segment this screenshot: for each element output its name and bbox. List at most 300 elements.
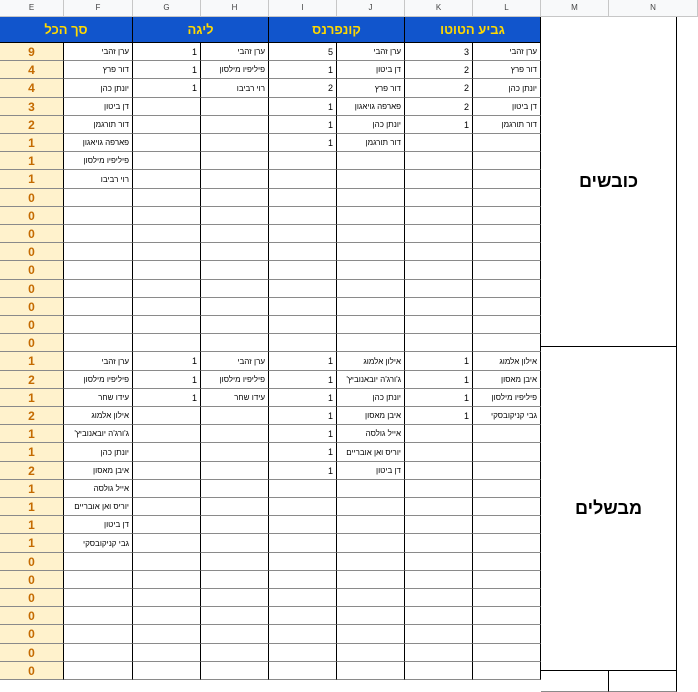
league-name-cell[interactable] [201,225,269,243]
total-cell[interactable]: 2 [0,407,64,425]
total-name-cell[interactable]: פיליפיו מילסון [64,371,133,389]
conference-count-cell[interactable] [269,534,337,553]
total-name-cell[interactable]: דן ביטון [64,516,133,534]
total-cell[interactable]: 0 [0,607,64,625]
toto-count-cell[interactable]: 1 [405,116,473,134]
total-cell[interactable]: 2 [0,462,64,480]
total-cell[interactable]: 0 [0,298,64,316]
league-name-cell[interactable] [201,498,269,516]
total-cell[interactable]: 0 [0,189,64,207]
league-count-cell[interactable] [133,625,201,644]
league-name-cell[interactable]: פיליפיו מילסון [201,61,269,79]
conference-name-cell[interactable] [337,553,405,571]
league-name-cell[interactable] [201,134,269,152]
column-header-h[interactable]: H [201,0,269,17]
toto-name-cell[interactable] [473,207,541,225]
toto-count-cell[interactable] [405,443,473,462]
column-header-k[interactable]: K [405,0,473,17]
toto-name-cell[interactable] [473,152,541,170]
league-count-cell[interactable] [133,243,201,261]
header-total[interactable]: סך הכל [0,17,133,43]
total-cell[interactable]: 1 [0,134,64,152]
toto-count-cell[interactable] [405,243,473,261]
toto-name-cell[interactable] [473,462,541,480]
column-header-i[interactable]: I [269,0,337,17]
total-name-cell[interactable]: גבי קניקובסקי [64,534,133,553]
toto-name-cell[interactable] [473,516,541,534]
toto-count-cell[interactable]: 3 [405,43,473,61]
conference-name-cell[interactable]: יונתן כהן [337,116,405,134]
total-name-cell[interactable]: איבן מאסון [64,462,133,480]
league-name-cell[interactable] [201,280,269,298]
conference-name-cell[interactable] [337,316,405,334]
conference-count-cell[interactable]: 1 [269,389,337,407]
conference-name-cell[interactable]: דן ביטון [337,61,405,79]
conference-count-cell[interactable] [269,280,337,298]
conference-name-cell[interactable]: דור פרץ [337,79,405,98]
total-name-cell[interactable] [64,607,133,625]
total-cell[interactable]: 0 [0,553,64,571]
league-count-cell[interactable] [133,480,201,498]
conference-name-cell[interactable] [337,207,405,225]
total-name-cell[interactable] [64,553,133,571]
toto-count-cell[interactable] [405,170,473,189]
total-cell[interactable]: 1 [0,389,64,407]
league-name-cell[interactable] [201,152,269,170]
total-name-cell[interactable] [64,571,133,589]
league-name-cell[interactable] [201,662,269,680]
toto-name-cell[interactable] [473,280,541,298]
league-count-cell[interactable]: 1 [133,43,201,61]
league-count-cell[interactable] [133,571,201,589]
toto-name-cell[interactable] [473,261,541,280]
league-count-cell[interactable] [133,553,201,571]
league-name-cell[interactable] [201,571,269,589]
total-cell[interactable]: 0 [0,589,64,607]
league-count-cell[interactable] [133,98,201,116]
conference-name-cell[interactable]: יוריס ואן אובריים [337,443,405,462]
total-name-cell[interactable] [64,298,133,316]
conference-count-cell[interactable]: 1 [269,462,337,480]
league-count-cell[interactable]: 1 [133,61,201,79]
conference-count-cell[interactable] [269,625,337,644]
conference-count-cell[interactable] [269,298,337,316]
toto-count-cell[interactable] [405,261,473,280]
conference-name-cell[interactable] [337,625,405,644]
total-cell[interactable]: 4 [0,61,64,79]
toto-name-cell[interactable] [473,607,541,625]
column-header-f[interactable]: F [64,0,133,17]
league-count-cell[interactable] [133,134,201,152]
toto-name-cell[interactable] [473,625,541,644]
league-name-cell[interactable] [201,261,269,280]
conference-count-cell[interactable]: 1 [269,116,337,134]
league-name-cell[interactable] [201,298,269,316]
header-conference[interactable]: קונפרנס [269,17,405,43]
conference-count-cell[interactable] [269,316,337,334]
total-cell[interactable]: 1 [0,425,64,443]
column-header-j[interactable]: J [337,0,405,17]
league-count-cell[interactable] [133,462,201,480]
league-name-cell[interactable]: פיליפיו מילסון [201,371,269,389]
league-name-cell[interactable] [201,316,269,334]
league-name-cell[interactable] [201,644,269,662]
conference-count-cell[interactable] [269,261,337,280]
toto-count-cell[interactable] [405,480,473,498]
total-name-cell[interactable] [64,280,133,298]
toto-count-cell[interactable] [405,498,473,516]
conference-count-cell[interactable] [269,498,337,516]
toto-name-cell[interactable] [473,243,541,261]
toto-name-cell[interactable] [473,498,541,516]
toto-count-cell[interactable] [405,589,473,607]
toto-name-cell[interactable] [473,553,541,571]
total-cell[interactable]: 0 [0,644,64,662]
league-name-cell[interactable] [201,243,269,261]
conference-name-cell[interactable] [337,480,405,498]
toto-name-cell[interactable] [473,534,541,553]
league-count-cell[interactable] [133,516,201,534]
total-name-cell[interactable]: ערן זהבי [64,43,133,61]
conference-name-cell[interactable] [337,280,405,298]
league-count-cell[interactable] [133,116,201,134]
toto-name-cell[interactable] [473,425,541,443]
league-name-cell[interactable] [201,407,269,425]
conference-name-cell[interactable]: אייל גולסה [337,425,405,443]
toto-count-cell[interactable] [405,189,473,207]
conference-name-cell[interactable]: ערן זהבי [337,43,405,61]
league-count-cell[interactable] [133,443,201,462]
total-name-cell[interactable]: ג'ורג'ה יובאנוביץ' [64,425,133,443]
total-name-cell[interactable] [64,625,133,644]
conference-count-cell[interactable]: 1 [269,425,337,443]
conference-count-cell[interactable]: 1 [269,371,337,389]
league-name-cell[interactable] [201,625,269,644]
conference-name-cell[interactable] [337,607,405,625]
league-count-cell[interactable] [133,189,201,207]
league-name-cell[interactable] [201,334,269,352]
total-cell[interactable]: 0 [0,571,64,589]
toto-name-cell[interactable]: ערן זהבי [473,43,541,61]
conference-count-cell[interactable] [269,334,337,352]
toto-count-cell[interactable] [405,644,473,662]
column-header-e[interactable]: E [0,0,64,17]
conference-count-cell[interactable] [269,225,337,243]
total-name-cell[interactable] [64,207,133,225]
toto-count-cell[interactable] [405,607,473,625]
total-name-cell[interactable] [64,189,133,207]
league-count-cell[interactable]: 1 [133,389,201,407]
total-cell[interactable]: 1 [0,443,64,462]
toto-name-cell[interactable]: דן ביטון [473,98,541,116]
league-name-cell[interactable] [201,207,269,225]
conference-count-cell[interactable] [269,152,337,170]
league-count-cell[interactable] [133,498,201,516]
toto-count-cell[interactable] [405,516,473,534]
league-count-cell[interactable] [133,298,201,316]
league-count-cell[interactable] [133,534,201,553]
total-cell[interactable]: 0 [0,261,64,280]
conference-name-cell[interactable] [337,516,405,534]
toto-name-cell[interactable] [473,170,541,189]
conference-name-cell[interactable]: פארפה גויאגון [337,98,405,116]
total-name-cell[interactable] [64,261,133,280]
toto-name-cell[interactable] [473,189,541,207]
conference-name-cell[interactable] [337,589,405,607]
section-label-cooks-text: מבשלים [574,498,643,518]
conference-count-cell[interactable]: 2 [269,79,337,98]
league-name-cell[interactable] [201,189,269,207]
total-name-cell[interactable] [64,225,133,243]
league-count-cell[interactable] [133,607,201,625]
total-cell[interactable]: 0 [0,280,64,298]
toto-count-cell[interactable] [405,462,473,480]
conference-count-cell[interactable] [269,589,337,607]
league-count-cell[interactable]: 1 [133,371,201,389]
total-cell[interactable]: 3 [0,98,64,116]
conference-name-cell[interactable]: דור תורגמן [337,134,405,152]
total-name-cell[interactable]: דור תורגמן [64,116,133,134]
total-cell[interactable]: 0 [0,243,64,261]
toto-count-cell[interactable] [405,152,473,170]
toto-name-cell[interactable]: דור תורגמן [473,116,541,134]
league-count-cell[interactable] [133,207,201,225]
conference-count-cell[interactable] [269,516,337,534]
total-name-cell[interactable] [64,334,133,352]
league-name-cell[interactable] [201,98,269,116]
toto-count-cell[interactable]: 2 [405,98,473,116]
conference-count-cell[interactable] [269,553,337,571]
conference-name-cell[interactable] [337,334,405,352]
toto-count-cell[interactable]: 2 [405,61,473,79]
league-count-cell[interactable] [133,225,201,243]
total-cell[interactable]: 1 [0,152,64,170]
league-count-cell[interactable] [133,589,201,607]
toto-name-cell[interactable] [473,134,541,152]
toto-count-cell[interactable] [405,553,473,571]
league-name-cell[interactable] [201,116,269,134]
total-name-cell[interactable]: פארפה גויאגון [64,134,133,152]
league-count-cell[interactable] [133,425,201,443]
total-name-cell[interactable] [64,589,133,607]
conference-name-cell[interactable]: דן ביטון [337,462,405,480]
toto-count-cell[interactable] [405,225,473,243]
league-name-cell[interactable]: ערן זהבי [201,352,269,371]
conference-count-cell[interactable]: 1 [269,352,337,371]
toto-name-cell[interactable] [473,316,541,334]
column-header-m[interactable]: M [541,0,609,17]
conference-count-cell[interactable]: 5 [269,43,337,61]
conference-count-cell[interactable]: 1 [269,61,337,79]
total-cell[interactable]: 2 [0,116,64,134]
league-name-cell[interactable] [201,462,269,480]
conference-count-cell[interactable] [269,243,337,261]
total-cell[interactable]: 0 [0,334,64,352]
toto-name-cell[interactable]: יונתן כהן [473,79,541,98]
conference-name-cell[interactable]: אילון אלמוג [337,352,405,371]
section-label-cooks[interactable] [541,347,677,671]
toto-count-cell[interactable] [405,571,473,589]
toto-name-cell[interactable] [473,334,541,352]
conference-count-cell[interactable] [269,170,337,189]
conference-name-cell[interactable] [337,498,405,516]
conference-name-cell[interactable] [337,152,405,170]
league-count-cell[interactable] [133,280,201,298]
conference-name-cell[interactable]: איבן מאסון [337,407,405,425]
total-name-cell[interactable]: רוי רביבו [64,170,133,189]
conference-name-cell[interactable]: יונתן כהן [337,389,405,407]
total-name-cell[interactable]: אייל גולסה [64,480,133,498]
conference-name-cell[interactable] [337,261,405,280]
toto-name-cell[interactable] [473,443,541,462]
conference-name-cell[interactable] [337,534,405,553]
league-name-cell[interactable]: ערן זהבי [201,43,269,61]
toto-name-cell[interactable] [473,225,541,243]
toto-count-cell[interactable]: 1 [405,389,473,407]
total-cell[interactable]: 1 [0,534,64,553]
total-cell[interactable]: 0 [0,316,64,334]
column-header-g[interactable]: G [133,0,201,17]
toto-count-cell[interactable]: 1 [405,352,473,371]
toto-name-cell[interactable] [473,571,541,589]
conference-count-cell[interactable] [269,207,337,225]
total-name-cell[interactable]: דן ביטון [64,98,133,116]
league-count-cell[interactable] [133,316,201,334]
total-cell[interactable]: 0 [0,625,64,644]
total-name-cell[interactable]: פיליפיו מילסון [64,152,133,170]
conference-name-cell[interactable] [337,225,405,243]
toto-count-cell[interactable] [405,334,473,352]
conference-name-cell[interactable] [337,243,405,261]
total-cell[interactable]: 0 [0,225,64,243]
total-cell[interactable]: 9 [0,43,64,61]
league-count-cell[interactable] [133,261,201,280]
total-name-cell[interactable]: עידו שחר [64,389,133,407]
toto-count-cell[interactable] [405,134,473,152]
total-cell[interactable]: 1 [0,480,64,498]
league-name-cell[interactable] [201,443,269,462]
toto-count-cell[interactable] [405,662,473,680]
total-name-cell[interactable]: ערן זהבי [64,352,133,371]
league-name-cell[interactable] [201,553,269,571]
conference-name-cell[interactable] [337,170,405,189]
toto-name-cell[interactable]: איבן מאסון [473,371,541,389]
column-header-n[interactable]: N [609,0,698,17]
section-label-scorers[interactable] [541,17,677,347]
total-name-cell[interactable]: דור פרץ [64,61,133,79]
total-cell[interactable]: 1 [0,516,64,534]
conference-count-cell[interactable] [269,607,337,625]
total-name-cell[interactable]: יונתן כהן [64,79,133,98]
toto-name-cell[interactable]: דור פרץ [473,61,541,79]
toto-count-cell[interactable]: 1 [405,407,473,425]
total-cell[interactable]: 0 [0,207,64,225]
total-name-cell[interactable] [64,644,133,662]
section-label-scorers-text: כובשים [578,171,639,191]
header-league[interactable]: ליגה [133,17,269,43]
toto-count-cell[interactable] [405,534,473,553]
league-name-cell[interactable]: רוי רביבו [201,79,269,98]
league-count-cell[interactable]: 1 [133,79,201,98]
total-name-cell[interactable]: יוריס ואן אובריים [64,498,133,516]
toto-count-cell[interactable] [405,425,473,443]
league-name-cell[interactable] [201,589,269,607]
total-cell[interactable]: 0 [0,662,64,680]
league-count-cell[interactable] [133,662,201,680]
conference-count-cell[interactable]: 1 [269,407,337,425]
league-name-cell[interactable] [201,170,269,189]
toto-name-cell[interactable] [473,298,541,316]
league-name-cell[interactable] [201,607,269,625]
conference-name-cell[interactable] [337,644,405,662]
toto-name-cell[interactable] [473,662,541,680]
conference-count-cell[interactable] [269,480,337,498]
league-name-cell[interactable] [201,480,269,498]
toto-count-cell[interactable] [405,298,473,316]
conference-name-cell[interactable] [337,298,405,316]
toto-count-cell[interactable]: 2 [405,79,473,98]
total-cell[interactable]: 1 [0,352,64,371]
header-toto-cup[interactable]: גביע הטוטו [405,17,541,43]
conference-count-cell[interactable]: 1 [269,134,337,152]
total-name-cell[interactable]: אילון אלמוג [64,407,133,425]
total-name-cell[interactable]: יונתן כהן [64,443,133,462]
league-count-cell[interactable] [133,170,201,189]
toto-name-cell[interactable]: פיליפיו מילסון [473,389,541,407]
total-cell[interactable]: 4 [0,79,64,98]
toto-count-cell[interactable]: 1 [405,371,473,389]
toto-name-cell[interactable] [473,589,541,607]
league-name-cell[interactable]: עידו שחר [201,389,269,407]
league-name-cell[interactable] [201,516,269,534]
league-count-cell[interactable] [133,152,201,170]
toto-count-cell[interactable] [405,280,473,298]
league-count-cell[interactable]: 1 [133,352,201,371]
total-cell[interactable]: 1 [0,170,64,189]
toto-name-cell[interactable] [473,644,541,662]
league-count-cell[interactable] [133,644,201,662]
conference-count-cell[interactable]: 1 [269,443,337,462]
conference-name-cell[interactable] [337,571,405,589]
conference-count-cell[interactable] [269,662,337,680]
conference-count-cell[interactable]: 1 [269,98,337,116]
total-name-cell[interactable] [64,316,133,334]
trailing-cell-n[interactable] [609,671,677,692]
toto-count-cell[interactable] [405,625,473,644]
toto-count-cell[interactable] [405,207,473,225]
toto-name-cell[interactable]: גבי קניקובסקי [473,407,541,425]
league-name-cell[interactable] [201,534,269,553]
league-count-cell[interactable] [133,334,201,352]
column-header-l[interactable]: L [473,0,541,17]
total-cell[interactable]: 1 [0,498,64,516]
conference-name-cell[interactable] [337,189,405,207]
total-name-cell[interactable] [64,662,133,680]
trailing-cell-m[interactable] [541,671,609,692]
toto-name-cell[interactable] [473,480,541,498]
conference-count-cell[interactable] [269,644,337,662]
total-cell[interactable]: 2 [0,371,64,389]
toto-count-cell[interactable] [405,316,473,334]
league-count-cell[interactable] [133,407,201,425]
toto-name-cell[interactable]: אילון אלמוג [473,352,541,371]
league-name-cell[interactable] [201,425,269,443]
total-name-cell[interactable] [64,243,133,261]
conference-name-cell[interactable] [337,662,405,680]
conference-name-cell[interactable]: ג'ורג'ה יובאנוביץ' [337,371,405,389]
conference-count-cell[interactable] [269,571,337,589]
conference-count-cell[interactable] [269,189,337,207]
